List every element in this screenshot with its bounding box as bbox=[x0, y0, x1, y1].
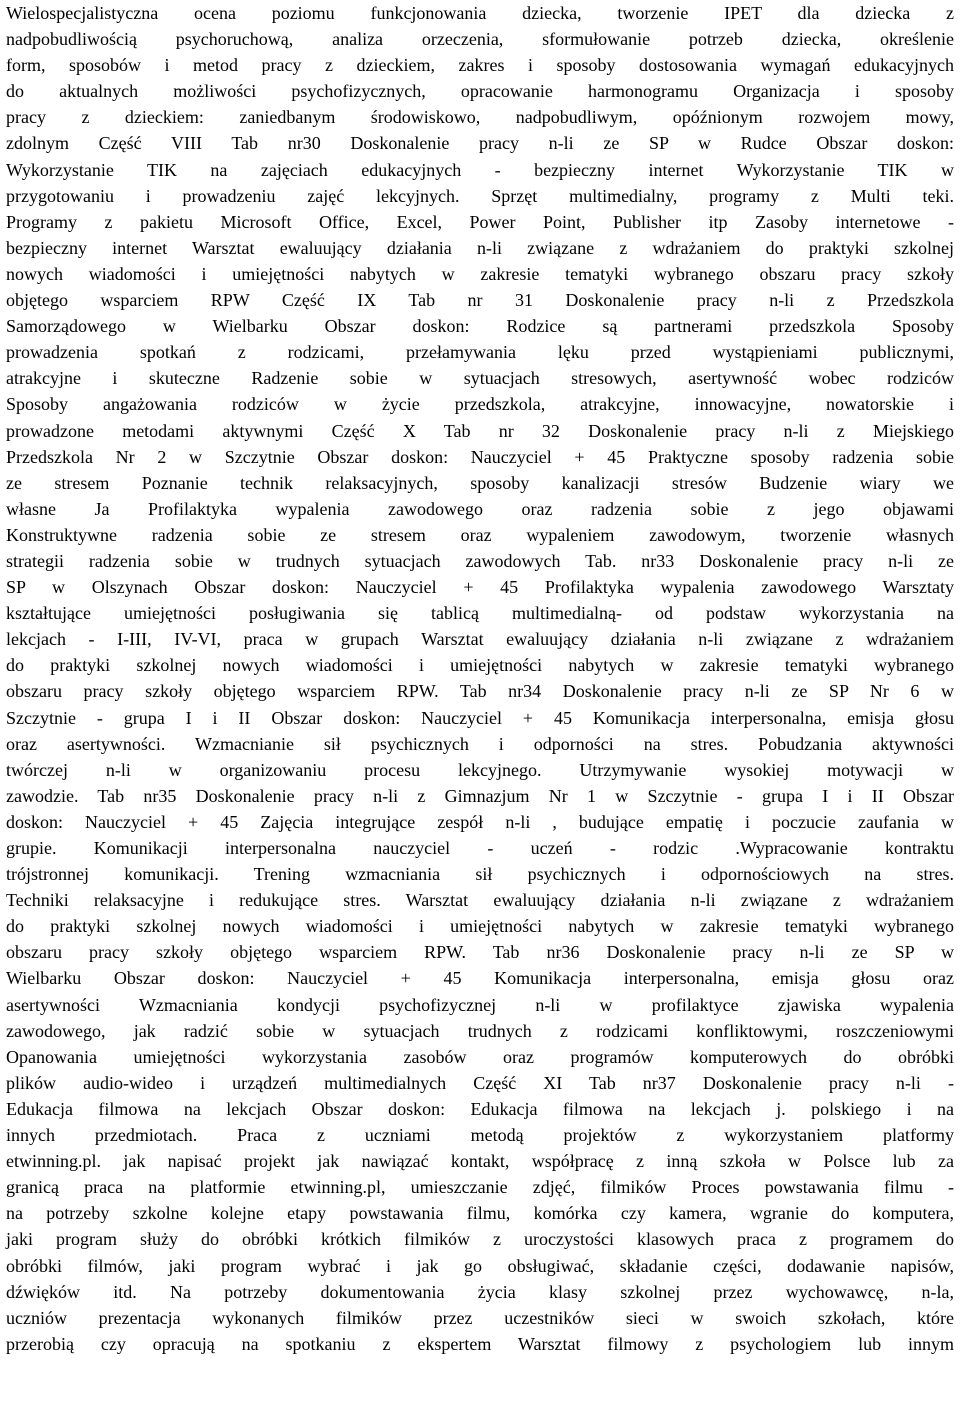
text-line: strategii radzenia sobie w trudnych sytuacjach zawodowych Tab. nr33 Doskonalenie pracy n-li ze bbox=[6, 550, 954, 571]
text-line: do aktualnych możliwości psychofizycznych, opracowanie harmonogramu Organizacja i sposoby bbox=[6, 81, 954, 102]
text-line: własne Ja Profilaktyka wypalenia zawodowego oraz radzenia sobie z jego objawami bbox=[6, 498, 954, 519]
text-line: nadpobudliwością psychoruchową, analiza orzeczenia, sformułowanie potrzeb dziecka, określenie bbox=[6, 29, 954, 50]
text-line: doskon: Nauczyciel + 45 Zajęcia integrujące zespół n-li , budujące empatię i poczucie zaufania w bbox=[6, 811, 954, 832]
text-line: Wielbarku Obszar doskon: Nauczyciel + 45 Komunikacja interpersonalna, emisja głosu oraz bbox=[6, 968, 954, 989]
text-line: Edukacja filmowa na lekcjach Obszar doskon: Edukacja filmowa na lekcjach j. polskiego i na bbox=[6, 1098, 954, 1119]
text-line: Programy z pakietu Microsoft Office, Excel, Power Point, Publisher itp Zasoby internetowe - bbox=[6, 211, 954, 232]
text-line: Przedszkola Nr 2 w Szczytnie Obszar doskon: Nauczyciel + 45 Praktyczne sposoby radzenia sobie bbox=[6, 446, 954, 467]
text-line: ze stresem Poznanie technik relaksacyjnych, sposoby kanalizacji stresów Budzenie wiary we bbox=[6, 472, 954, 493]
text-line: grupie. Komunikacji interpersonalna nauczyciel - uczeń - rodzic .Wypracowanie kontraktu bbox=[6, 838, 954, 858]
text-line: do praktyki szkolnej nowych wiadomości i umiejętności nabytych w zakresie tematyki wybranego bbox=[6, 916, 954, 937]
text-line: twórczej n-li w organizowaniu procesu lekcyjnego. Utrzymywanie wysokiej motywacji w bbox=[6, 759, 954, 780]
text-line: nowych wiadomości i umiejętności nabytych w zakresie tematyki wybranego obszaru pracy szkoły bbox=[6, 263, 954, 284]
text-line: dźwięków itd. Na potrzeby dokumentowania życia klasy szkolnej przez wychowawcę, n-la, bbox=[6, 1281, 954, 1302]
text-line: Wielospecjalistyczna ocena poziomu funkcjonowania dziecka, tworzenie IPET dla dziecka z bbox=[6, 3, 954, 23]
text-line: granicą praca na platformie etwinning.pl, umieszczanie zdjęć, filmików Proces powstawania filmu - bbox=[6, 1177, 954, 1198]
text-line: do praktyki szkolnej nowych wiadomości i umiejętności nabytych w zakresie tematyki wybranego bbox=[6, 655, 954, 676]
text-line: przerobią czy opracują na spotkaniu z ekspertem Warsztat filmowy z psychologiem lub innym bbox=[6, 1333, 954, 1354]
text-line: prowadzone metodami aktywnymi Część X Tab nr 32 Doskonalenie pracy n-li z Miejskiego bbox=[6, 420, 954, 441]
text-line: przygotowaniu i prowadzeniu zajęć lekcyjnych. Sprzęt multimedialny, programy z Multi teki. bbox=[6, 185, 954, 206]
document-body bbox=[6, 0, 954, 1357]
text-line: plików audio-wideo i urządzeń multimedialnych Część XI Tab nr37 Doskonalenie pracy n-li - bbox=[6, 1072, 954, 1093]
text-line: lekcjach - I-III, IV-VI, praca w grupach Warsztat ewaluujący działania n-li związane z wdrażaniem bbox=[6, 629, 954, 650]
text-line: obszaru pracy szkoły objętego wsparciem RPW. Tab nr34 Doskonalenie pracy n-li ze SP Nr 6 w bbox=[6, 681, 954, 702]
text-line: kształtujące umiejętności posługiwania się tablicą multimedialną- od podstaw wykorzystania na bbox=[6, 603, 954, 624]
text-line: atrakcyjne i skuteczne Radzenie sobie w sytuacjach stresowych, asertywność wobec rodziców bbox=[6, 368, 954, 389]
text-line: zawodowego, jak radzić sobie w sytuacjach trudnych z rodzicami konfliktowymi, roszczeniowymi bbox=[6, 1020, 954, 1041]
text-line: prowadzenia spotkań z rodzicami, przełamywania lęku przed wystąpieniami publicznymi, bbox=[6, 342, 954, 363]
text-line: Sposoby angażowania rodziców w życie przedszkola, atrakcyjne, innowacyjne, nowatorskie i bbox=[6, 394, 954, 415]
text-line: Samorządowego w Wielbarku Obszar doskon: Rodzice są partnerami przedszkola Sposoby bbox=[6, 316, 954, 337]
text-line: oraz asertywności. Wzmacnianie sił psychicznych i odporności na stres. Pobudzania aktywności bbox=[6, 733, 954, 754]
text-line: trójstronnej komunikacji. Trening wzmacniania sił psychicznych i odpornościowych na stres. bbox=[6, 864, 954, 885]
text-line: na potrzeby szkolne kolejne etapy powstawania filmu, komórka czy kamera, wgranie do komputera, bbox=[6, 1203, 954, 1224]
text-line: bezpieczny internet Warsztat ewaluujący działania n-li związane z wdrażaniem do praktyki szkolnej bbox=[6, 237, 954, 258]
text-line: etwinning.pl. jak napisać projekt jak nawiązać kontakt, współpracę z inną szkoła w Polsce lub za bbox=[6, 1151, 954, 1172]
text-line: asertywności Wzmacniania kondycji psychofizycznej n-li w profilaktyce zjawiska wypalenia bbox=[6, 994, 954, 1015]
text-line: form, sposobów i metod pracy z dzieckiem, zakres i sposoby dostosowania wymagań edukacyjnych bbox=[6, 55, 954, 76]
text-line: obróbki filmów, jaki program wybrać i jak go obsługiwać, składanie części, dodawanie napisów, bbox=[6, 1255, 954, 1276]
text-line: obszaru pracy szkoły objętego wsparciem RPW. Tab nr36 Doskonalenie pracy n-li ze SP w bbox=[6, 942, 954, 963]
text-line: Techniki relaksacyjne i redukujące stres. Warsztat ewaluujący działania n-li związane z wdrażaniem bbox=[6, 890, 954, 911]
text-line: Konstruktywne radzenia sobie ze stresem oraz wypaleniem zawodowym, tworzenie własnych bbox=[6, 524, 954, 545]
text-line: zawodzie. Tab nr35 Doskonalenie pracy n-li z Gimnazjum Nr 1 w Szczytnie - grupa I i II Obszar bbox=[6, 785, 954, 806]
text-line: SP w Olszynach Obszar doskon: Nauczyciel + 45 Profilaktyka wypalenia zawodowego Warsztaty bbox=[6, 577, 954, 598]
text-line: Opanowania umiejętności wykorzystania zasobów oraz programów komputerowych do obróbki bbox=[6, 1046, 954, 1067]
text-line: jaki program służy do obróbki krótkich filmików z uroczystości klasowych praca z programem do bbox=[6, 1229, 954, 1250]
text-line: Wykorzystanie TIK na zajęciach edukacyjnych - bezpieczny internet Wykorzystanie TIK w bbox=[6, 159, 954, 180]
text-line: innych przedmiotach. Praca z uczniami metodą projektów z wykorzystaniem platformy bbox=[6, 1125, 954, 1146]
text-line: zdolnym Część VIII Tab nr30 Doskonalenie pracy n-li ze SP w Rudce Obszar doskon: bbox=[6, 133, 954, 154]
text-line: objętego wsparciem RPW Część IX Tab nr 31 Doskonalenie pracy n-li z Przedszkola bbox=[6, 290, 954, 311]
text-line: uczniów prezentacja wykonanych filmików przez uczestników sieci w swoich szkołach, które bbox=[6, 1307, 954, 1328]
text-line: pracy z dzieckiem: zaniedbanym środowiskowo, nadpobudliwym, opóźnionym rozwojem mowy, bbox=[6, 107, 954, 128]
text-line: Szczytnie - grupa I i II Obszar doskon: Nauczyciel + 45 Komunikacja interpersonalna, emisja głosu bbox=[6, 707, 954, 728]
